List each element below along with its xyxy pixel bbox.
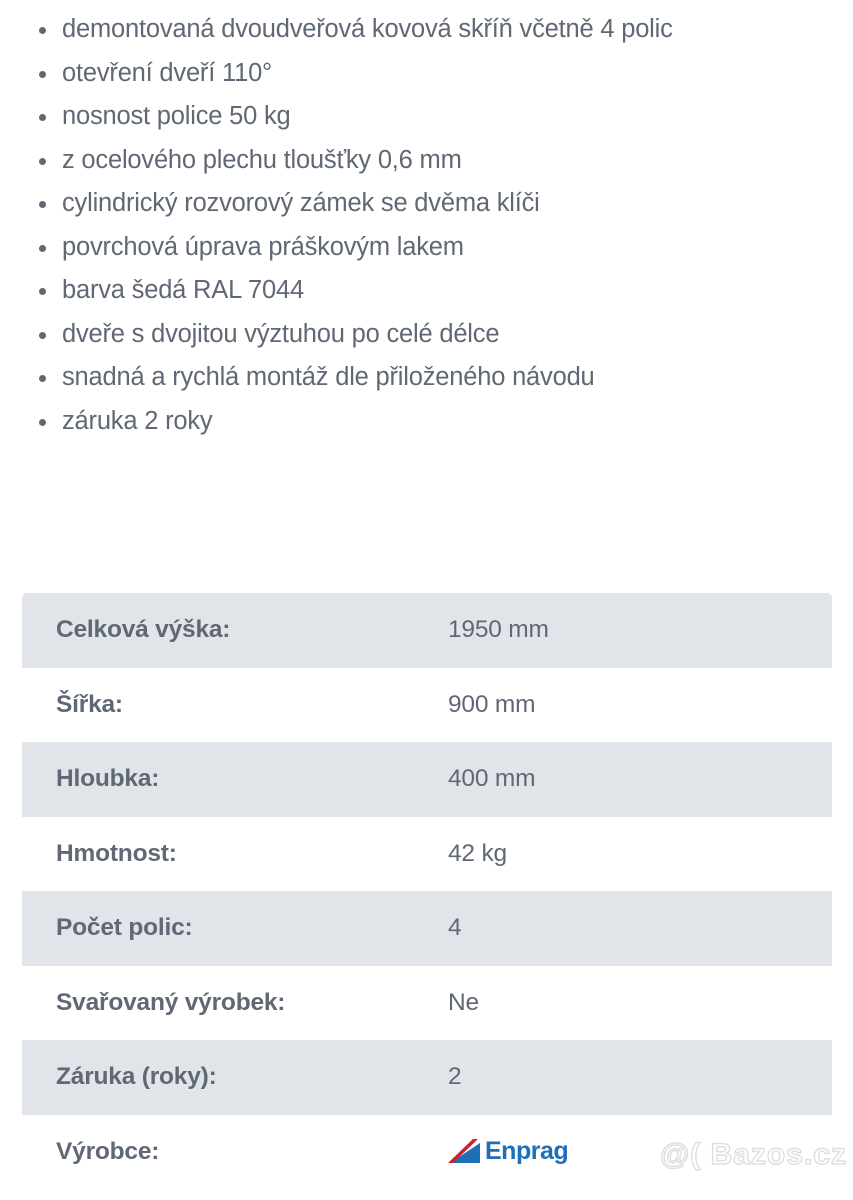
spec-label: Záruka (roky): xyxy=(56,1063,217,1091)
bullet-icon xyxy=(39,332,46,339)
feature-item xyxy=(0,313,853,357)
spec-label: Počet polic: xyxy=(56,914,193,942)
bazos-watermark: @( Bazos.cz xyxy=(660,1138,847,1171)
feature-item-label: snadná a rychlá montáž dle přiloženého návodu xyxy=(62,363,595,391)
feature-item xyxy=(0,226,853,270)
enprag-logo xyxy=(448,1139,568,1165)
spec-row xyxy=(22,891,832,966)
bullet-icon xyxy=(39,201,46,208)
spec-row xyxy=(22,668,832,743)
bullet-icon xyxy=(39,71,46,78)
bullet-icon xyxy=(39,158,46,165)
specification-table xyxy=(22,593,832,1189)
spec-row xyxy=(22,966,832,1041)
feature-item-label: z ocelového plechu tloušťky 0,6 mm xyxy=(62,145,462,174)
spec-value: 900 mm xyxy=(448,690,536,718)
bullet-icon xyxy=(39,288,46,295)
feature-item xyxy=(0,8,853,52)
bullet-icon xyxy=(39,114,46,121)
feature-item-label: cylindrický rozvorový zámek se dvěma klíči xyxy=(62,189,540,217)
enprag-triangle-icon xyxy=(448,1139,482,1165)
spec-label: Hmotnost: xyxy=(56,839,177,867)
feature-item-label: nosnost police 50 kg xyxy=(62,102,291,130)
spec-value: Ne xyxy=(448,988,479,1016)
feature-item xyxy=(0,269,853,313)
feature-item-label: otevření dveří 110° xyxy=(62,58,273,87)
feature-item xyxy=(0,52,853,96)
feature-item-label: záruka 2 roky xyxy=(62,406,213,435)
spec-value: 2 xyxy=(448,1063,462,1091)
spec-row xyxy=(22,1040,832,1115)
spec-label: Výrobce: xyxy=(56,1137,160,1165)
bullet-icon xyxy=(39,27,46,34)
bullet-icon xyxy=(39,375,46,382)
feature-item xyxy=(0,400,853,444)
bullet-icon xyxy=(39,245,46,252)
spec-label: Celková výška: xyxy=(56,616,231,644)
spec-value: 42 kg xyxy=(448,839,507,867)
feature-item xyxy=(0,139,853,183)
spec-value: 4 xyxy=(448,914,462,942)
feature-item xyxy=(0,356,853,400)
feature-item-label: povrchová úprava práškovým lakem xyxy=(62,232,464,261)
spec-row xyxy=(22,742,832,817)
spec-row xyxy=(22,593,832,668)
bullet-icon xyxy=(39,419,46,426)
feature-item xyxy=(0,95,853,139)
spec-label: Šířka: xyxy=(56,690,123,718)
feature-list xyxy=(0,8,853,443)
enprag-wordmark: Enprag xyxy=(485,1137,569,1166)
feature-item xyxy=(0,182,853,226)
feature-item-label: barva šedá RAL 7044 xyxy=(62,276,304,304)
spec-row xyxy=(22,817,832,892)
spec-value: 400 mm xyxy=(448,765,536,793)
feature-item-label: demontovaná dvoudveřová kovová skříň včetně 4 polic xyxy=(62,15,673,43)
spec-value: 1950 mm xyxy=(448,616,549,644)
spec-label: Hloubka: xyxy=(56,765,160,793)
feature-item-label: dveře s dvojitou výztuhou po celé délce xyxy=(62,319,500,348)
spec-label: Svařovaný výrobek: xyxy=(56,988,286,1016)
